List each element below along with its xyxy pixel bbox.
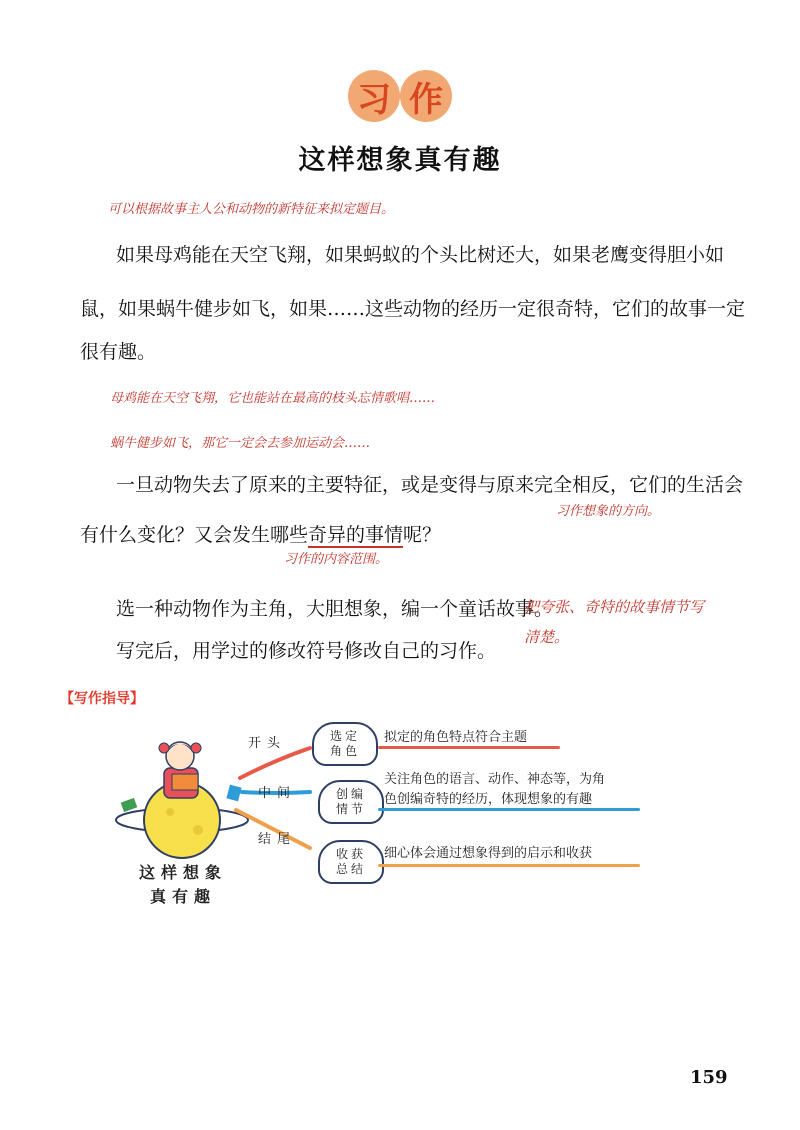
cloud-create-plot <box>318 780 384 824</box>
page-number: 159 <box>690 1067 728 1088</box>
paragraph-1-line-2: 鼠，如果蜗牛健步如飞，如果……这些动物的经历一定很奇特，它们的故事一定 <box>80 298 746 320</box>
cloud-choose-role <box>312 722 378 766</box>
branch-3-text: 细心体会通过想象得到的启示和收获 <box>384 846 593 861</box>
note-plot-1: 把夸张、奇特的故事情节写 <box>524 598 705 616</box>
branch-2-text-line-1: 关注角色的语言、动作、神态等，为角 <box>384 772 606 787</box>
mindmap-center-line-2: 真有趣 <box>149 887 216 906</box>
note-plot-2: 清楚。 <box>524 628 570 646</box>
cloud-summary <box>318 840 384 884</box>
paragraph-3: 选一种动物作为主角，大胆想象，编一个童话故事。 <box>116 598 554 620</box>
paragraph-2-line-1: 一旦动物失去了原来的主要特征，或是变得与原来完全相反，它们的生活会 <box>116 474 744 496</box>
cloud-text-2: 总结 <box>335 862 366 876</box>
branch-label-beginning: 开头 <box>248 736 287 751</box>
cloud-text-1: 收获 <box>335 847 366 861</box>
branch-2-text-line-2: 色创编奇特的经历，体现想象的有趣 <box>384 792 593 807</box>
heading-char-1: 习 <box>348 70 400 122</box>
cloud-text-1: 选定 <box>329 729 360 743</box>
cloud-text-2: 情节 <box>335 802 366 816</box>
note-direction: 习作想象的方向。 <box>556 504 661 519</box>
branch-1-underline <box>378 746 560 749</box>
paragraph-2-underlined: 奇异的事情 <box>308 524 404 546</box>
page-title: 这样想象真有趣 <box>298 145 502 176</box>
mindmap-center-line-1: 这样想象 <box>138 863 227 882</box>
branch-3-underline <box>378 864 640 867</box>
note-example-snail: 蜗牛健步如飞，那它一定会去参加运动会…… <box>110 436 371 451</box>
branch-1-text: 拟定的角色特点符合主题 <box>384 730 528 745</box>
note-title-tip: 可以根据故事主人公和动物的新特征来拟定题目。 <box>108 202 395 217</box>
paragraph-4: 写完后，用学过的修改符号修改自己的习作。 <box>116 640 497 662</box>
heading-char-2: 作 <box>400 70 452 122</box>
paragraph-1-line-3: 很有趣。 <box>80 341 157 363</box>
branch-2-underline <box>378 808 640 811</box>
cloud-text-2: 角色 <box>329 744 360 758</box>
paragraph-1-line-1: 如果母鸡能在天空飞翔，如果蚂蚁的个头比树还大，如果老鹰变得胆小如 <box>116 244 725 266</box>
note-scope: 习作的内容范围。 <box>284 552 389 567</box>
paragraph-2-text-c: 呢？ <box>403 524 442 546</box>
branch-label-ending: 结尾 <box>258 832 297 847</box>
paragraph-2-text-a: 有什么变化？又会发生哪些 <box>80 524 309 546</box>
cloud-text-1: 创编 <box>335 787 366 801</box>
note-example-chicken: 母鸡能在天空飞翔，它也能站在最高的枝头忘情歌唱…… <box>110 391 436 406</box>
writing-guide-tag: 【写作指导】 <box>60 691 144 707</box>
paragraph-2-line-2 <box>80 520 441 547</box>
branch-label-middle: 中间 <box>258 786 297 801</box>
